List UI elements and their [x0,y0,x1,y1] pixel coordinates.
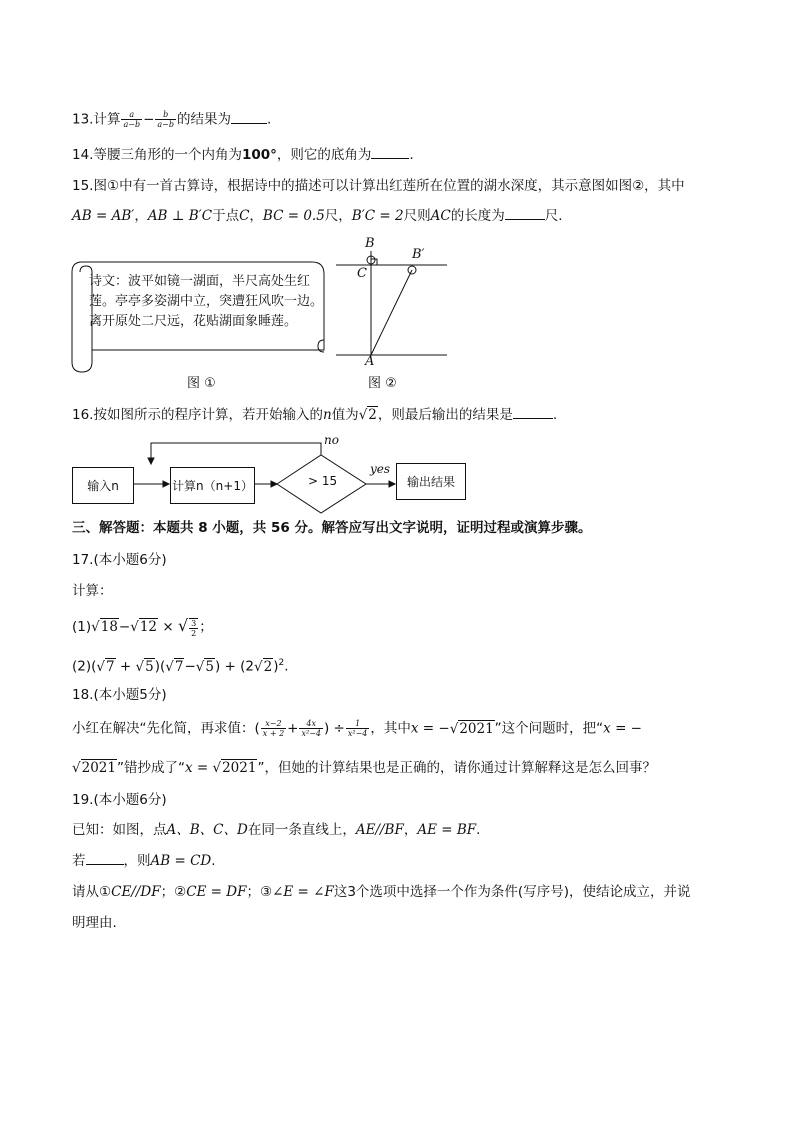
q18-line-1: 小红在解决“先化简，再求值：( $\frac{x-2}{x + 2}$ + $\frac{4x}{\text{x²−4}}$ ) ÷ $\frac{1}{\text{x²−4}}$ ，其中x = −√2021”这个问题时，把“x = − [72,719,642,738]
q19-header: 19.(本小题6分) [72,792,167,808]
q18-header: 18.(本小题5分) [72,687,167,703]
q13-minus: − [143,111,155,128]
q19-line-1: 已知：如图，点A、B、C、D在同一条直线上，AE//BF，AE = BF. [72,822,481,838]
q19-answer-blank[interactable] [86,852,124,865]
q19-line-2: 若 ，则AB = CD. [72,853,216,869]
figure-1-label: 图 ① [187,376,216,391]
question-15-line-2: AB = AB′，AB ⊥ B′C于点C，BC = 0.5尺，B′C = 2尺则AC的长度为 尺. [72,208,563,224]
flow-condition-label: > 15 [308,474,338,488]
flow-yes-label: yes [370,462,391,476]
flow-input-box: 输入n [72,467,134,504]
question-15-line-1: 15.图①中有一首古算诗，根据诗中的描述可以计算出红莲所在位置的湖水深度，其示意图如图②，其中 [72,178,685,194]
q13-fraction-2: $\frac{b}{a-b}$ [157,110,174,129]
q16-sqrt: √2 [358,407,377,423]
q13-end: . [266,111,272,128]
point-label-A: A [365,354,375,369]
loop-back-arrow [151,443,321,464]
poem-text: 诗文：波平如镜一湖面，半尺高处生红莲。亭亭多姿湖中立，突遭狂风吹一边。离开原处二尺远，花贴湖面象睡莲。 [89,274,324,329]
q18-line-2: √2021”错抄成了“x = √2021”，但她的计算结果也是正确的，请你通过计算解释这是怎么回事？ [72,760,656,776]
flow-compute-box: 计算n（n+1） [170,467,255,504]
section-3-title: 三、解答题：本题共 8 小题，共 56 分。解答应写出文字说明，证明过程或演算步骤。 [72,520,592,536]
q13-suffix: 的结果为 [176,111,231,128]
q14-prefix: 14.等腰三角形的一个内角为 [72,147,242,163]
q17-header: 17.(本小题6分) [72,552,167,568]
q14-middle: ，则它的底角为 [276,147,372,163]
q17-part-2: $(2)(√7 + √5)(√7-√5) + (2√2)^2$. [72,658,289,675]
point-label-B-prime: B′ [412,247,425,262]
q14-end: . [409,147,414,163]
q13-fraction-1: $\frac{a}{a-b}$ [123,110,141,129]
q13-prefix: 13.计算 [72,111,121,128]
point-label-C: C [357,266,367,281]
flow-output-box: 输出结果 [396,463,466,500]
q17-part-1: (1)√18−√12 × √ $\frac{3}{2}$ ； [72,616,213,638]
question-16: 16.按如图所示的程序计算，若开始输入的n值为√2，则最后输出的结果是 . [72,407,558,423]
q19-line-4: 明理由. [72,915,117,931]
q14-angle: 100° [241,147,277,163]
q19-line-3: 请从①CE//DF；②CE = DF；③∠E = ∠F这3个选项中选择一个作为条件(写序号)，使结论成立，并说 [72,884,691,900]
flow-no-label: no [324,433,339,447]
figure-2-label: 图 ② [368,376,397,391]
q17-intro: 计算： [72,583,113,599]
point-label-B: B [365,236,375,251]
